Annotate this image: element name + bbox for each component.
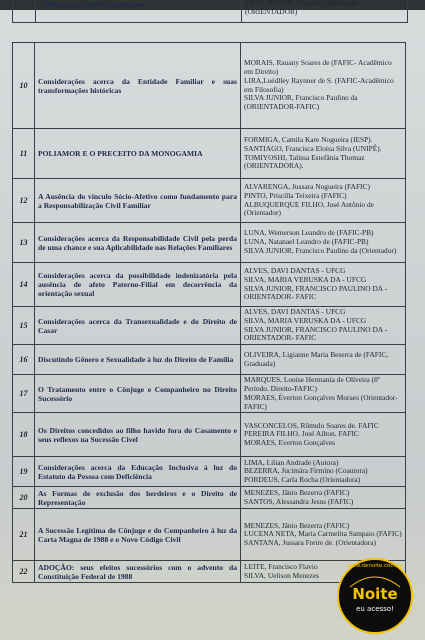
author-line: SILVA JUNIOR, FRANCISCO PAULINO DA - ORIENTADOR- FAFIC — [244, 324, 388, 343]
logo-tagline: eu acesso! — [356, 605, 394, 613]
row-number: 16 — [13, 345, 35, 375]
author-line: FORMIGA, Camila Kare Nogueira (IESP). — [244, 134, 373, 144]
author-line: SILVA, MARIA VERUSKA DA - UFCG — [244, 274, 367, 284]
row-number: 22 — [13, 561, 35, 583]
table-row — [13, 487, 406, 509]
authors-cell — [241, 263, 406, 307]
table-row — [13, 307, 406, 345]
authors-cell — [241, 413, 406, 457]
author-line: LEITE, Francisco Flavio — [244, 562, 318, 572]
author-line: ALVARENGA, Jussara Nogueira (FAFIC) — [244, 181, 370, 191]
paper-title: A Sucessão Legítima do Cônjuge e do Companheiro à luz da Carta Magna de 1988 e o Novo Código Civil — [35, 509, 241, 561]
table-row — [13, 345, 406, 375]
author-line: ALVES, DAVI DANTAS - UFCG — [244, 265, 346, 275]
author-line: SILVA JUNIOR, Francisco Paulino da (ORIENTADOR-FAFIC) — [244, 93, 358, 112]
author-line: PINTO, Priscilla Teixeira (FAFIC) — [244, 190, 347, 200]
author-line: MORAES, Everton Gonçalves — [244, 438, 335, 448]
table-row — [13, 375, 406, 413]
row-number: 15 — [13, 307, 35, 345]
paper-title: Os Direitos concedidos ao filho havido fora do Casamento e seus reflexos na Sucessão Civel — [35, 413, 241, 457]
author-line: SILVA JUNIOR, FRANCISCO PAULINO DA - ORIENTADOR- FAFIC — [244, 283, 388, 302]
table-row — [13, 509, 406, 561]
row-number: 21 — [13, 509, 35, 561]
top-row-title: reflexos nos conflitos familiares — [43, 0, 145, 9]
authors-cell — [241, 509, 406, 561]
author-line: MORAIS, Rauany Soares de (FAFIC- Acadêmico em Direito) — [244, 58, 392, 76]
author-line: LUNA, Wemerson Leandro de (FAFIC-PB) — [244, 228, 374, 238]
site-logo — [336, 557, 414, 635]
paper-title: O Tratamento entre o Cônjuge e Companheiro no Direito Sucessório — [35, 375, 241, 413]
row-number: 19 — [13, 457, 35, 487]
logo-url: www.denoite.com.br — [346, 563, 404, 569]
paper-title: POLIAMOR E O PRECEITO DA MONOGAMIA — [35, 129, 241, 179]
paper-title: A Ausência do vínculo Sócio-Afetivo como fundamento para a Responsabilização Civil Familiar — [35, 179, 241, 223]
row-number: 10 — [13, 43, 35, 129]
paper-title: Considerações acerca da Entidade Familiar e suas transformações históricas — [35, 43, 241, 129]
author-line: LUCENA NETA, Maria Carmelita Sampaio (FAFIC) — [244, 529, 402, 539]
authors-cell — [241, 179, 406, 223]
author-line: BEZERRA, Jucimára Firmino (Coautora) — [244, 466, 368, 476]
authors-cell — [241, 345, 406, 375]
partial-top-row — [12, 0, 408, 23]
paper-title: Considerações acerca da Educação Inclusiva à luz do Estatuto da Pessoa com Deficiência — [35, 457, 241, 487]
author-line: OLIVEIRA, Ligianne Maria Beserra de (FAFIC, Graduada) — [244, 349, 389, 368]
table-row — [13, 179, 406, 223]
author-line: PORDEUS, Carla Rocha (Orientadora) — [244, 475, 361, 485]
author-line: ALBUQUERQUE FILHO, José Antônio de (Orientador) — [244, 199, 374, 218]
authors-cell — [241, 223, 406, 263]
author-line: SANTIAGO, Francisca Eloisa Silva (UNIPÊ). — [244, 143, 382, 153]
table-row — [13, 223, 406, 263]
author-line: TOMIYOSHI, Talissa Estefânia Thomaz (ORIENTADORA). — [244, 152, 365, 171]
paper-title: Considerações acerca da possibilidade indenizatória pela ausência de afeto Paterno-Filial em decorrência da orientação sexual — [35, 263, 241, 307]
author-line: LIMA, Lilian Andrade (Autora) — [244, 457, 339, 467]
author-line: MENEZES, Jânio Bezerra (FAFIC) — [244, 488, 350, 498]
logo-name: Noite — [352, 585, 398, 603]
paper-title: ADOÇÃO: seus efeitos sucessórios com o advento da Constituição Federal de 1988 — [35, 561, 241, 583]
table-row — [13, 43, 406, 129]
paper-title: Discutindo Gênero e Sexualidade à luz do Direito de Família — [35, 345, 241, 375]
authors-cell — [241, 43, 406, 129]
authors-cell — [241, 487, 406, 509]
authors-cell — [241, 307, 406, 345]
author-line: PEREIRA FILHO, José Ailton. FAFIC — [244, 429, 359, 439]
author-line: MENEZES, Jânio Bezerra (FAFIC) — [244, 520, 350, 530]
author-line: MARQUES, Louise Hermania de Oliveira (8º Período. Direito-FAFIC) — [244, 375, 381, 393]
authors-cell — [241, 129, 406, 179]
row-number: 12 — [13, 179, 35, 223]
author-line: LUNA, Natanael Leandro de (FAFIC-PB) — [244, 237, 369, 247]
paper-title: Considerações acerca da Responsabilidade Civil pela perda de uma chance e sua Aplicabilidade nas Relações Familiares — [35, 223, 241, 263]
row-number: 17 — [13, 375, 35, 413]
table-row — [13, 413, 406, 457]
row-number: 20 — [13, 487, 35, 509]
authors-cell — [241, 457, 406, 487]
author-line: LIRA,Luédlley Raynner de S. (FAFIC-Acadêmico em Filosofia) — [244, 75, 394, 94]
row-number: 18 — [13, 413, 35, 457]
table-row — [13, 263, 406, 307]
paper-title: Considerações acerca da Transexualidade e do Direito de Casar — [35, 307, 241, 345]
table-row — [13, 129, 406, 179]
row-number: 11 — [13, 129, 35, 179]
row-number: 14 — [13, 263, 35, 307]
author-line: SANTOS, Alessandra Jesus (FAFIC) — [244, 496, 354, 506]
author-line: VASCONCELOS, Rômulo Soares de. FAFIC — [244, 420, 379, 430]
author-line: SANTANA, Jussara Freire de. (Orientadora) — [244, 538, 376, 548]
top-row-authors: SILVA JUNIOR, Francisco Paulino da (ORIENTADOR) — [245, 0, 359, 16]
author-line: ALVES, DAVI DANTAS - UFCG — [244, 307, 346, 316]
table-row — [13, 457, 406, 487]
author-line: SILVA, MARIA VERUSKA DA - UFCG — [244, 315, 367, 325]
paper-title: As Formas de exclusão dos herdeiros e o Direito de Representação — [35, 487, 241, 509]
author-line: SILVA, Uelison Menezes — [244, 570, 319, 580]
row-number: 13 — [13, 223, 35, 263]
author-line: SILVA JUNIOR, Francisco Paulino da (Orientador) — [244, 245, 397, 255]
authors-cell — [241, 375, 406, 413]
author-line: MORAES, Éverton Gonçalves Moraes (Orientador-FAFIC) — [244, 392, 398, 411]
program-table — [12, 42, 406, 583]
